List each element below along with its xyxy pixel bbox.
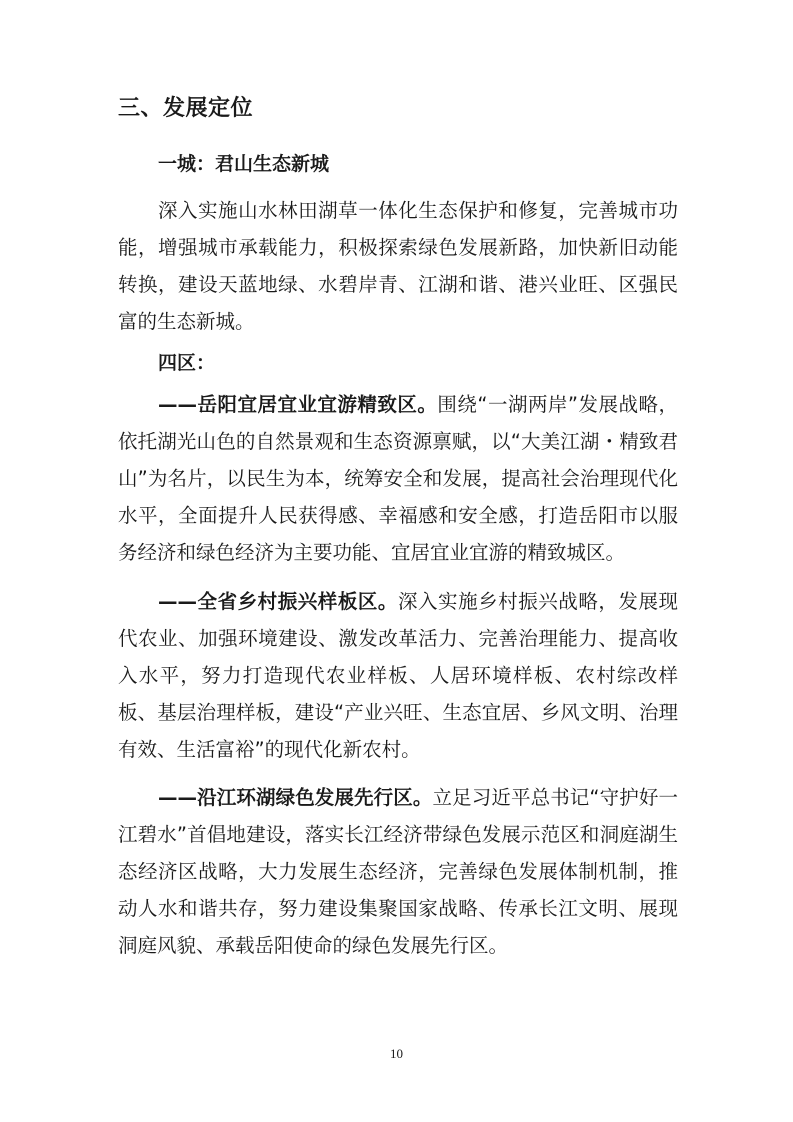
section-title: 三、发展定位: [118, 96, 254, 121]
page-number: 10: [390, 1046, 403, 1061]
zone-paragraph-2: [118, 583, 678, 768]
zone-1-title: ——岳阳宜居宜业宜游精致区。: [158, 393, 438, 416]
zone-1-body: 围绕“一湖两岸”发展战略，依托湖光山色的自然景观和生态资源禀赋，以“大美江湖・精致君山”为名片，以民生为本，统筹安全和发展，提高社会治理现代化水平，全面提升人民获得感、幸福感和安全感，打造岳阳市以服务经济和绿色经济为主要功能、宜居宜业宜游的精致城区。: [118, 393, 678, 564]
zone-paragraph-3: [118, 779, 678, 964]
zone-2-body: 深入实施乡村振兴战略，发展现代农业、加强环境建设、激发改革活力、完善治理能力、提高收入水平，努力打造现代农业样板、人居环境样板、农村综改样板、基层治理样板，建设“产业兴旺、生态宜居、乡风文明、治理有效、生活富裕”的现代化新农村。: [118, 590, 678, 761]
zone-3-title: ——沿江环湖绿色发展先行区。: [158, 786, 433, 809]
city-paragraph: 深入实施山水林田湖草一体化生态保护和修复，完善城市功能，增强城市承载能力，积极探索绿色发展新路，加快新旧动能转换，建设天蓝地绿、水碧岸青、江湖和谐、港兴业旺、区强民富的生态新城。: [118, 199, 678, 333]
city-heading: 一城：君山生态新城: [158, 153, 330, 175]
zone-3-body: 立足习近平总书记“守护好一江碧水”首倡地建设，落实长江经济带绿色发展示范区和洞庭湖生态经济区战略，大力发展生态经济，完善绿色发展体制机制，推动人水和谐共存，努力建设集聚国家战略、传承长江文明、展现洞庭风貌、承载岳阳使命的绿色发展先行区。: [118, 786, 678, 957]
zone-2-title: ——全省乡村振兴样板区。: [158, 590, 398, 613]
zone-paragraph-1: [118, 386, 678, 571]
zones-label: 四区：: [158, 352, 216, 374]
